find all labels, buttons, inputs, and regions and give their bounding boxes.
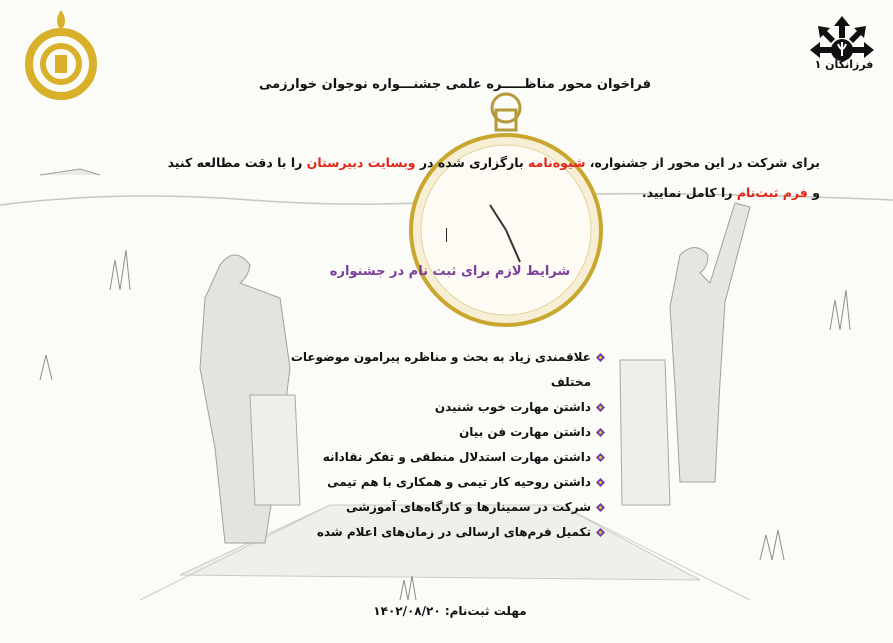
diamond-bullet-icon — [596, 478, 605, 487]
list-item — [280, 445, 605, 470]
registration-deadline: مهلت ثبت‌نام: ۱۴۰۲/۰۸/۲۰ — [373, 604, 527, 618]
brand-name: فرزانگان ۱ — [814, 58, 874, 71]
requirement-text: علاقمندی زیاد به بحث و مناظره پیرامون موضوعات مختلف — [290, 350, 591, 389]
list-item — [280, 345, 605, 395]
requirements-list — [280, 345, 605, 545]
intro-text: را با دقت مطالعه کنید — [167, 155, 307, 170]
diamond-bullet-icon — [596, 428, 605, 437]
text-cursor-icon — [446, 228, 449, 242]
intro-paragraph — [100, 148, 820, 208]
list-item — [280, 520, 605, 545]
list-item — [280, 495, 605, 520]
farzanegan-logo-icon — [806, 14, 878, 88]
list-item — [280, 420, 605, 445]
diamond-bullet-icon — [596, 403, 605, 412]
requirement-text: داشتن مهارت استدلال منطقی و تفکر نقادانه — [322, 450, 591, 464]
diamond-bullet-icon — [596, 503, 605, 512]
intro-text: و — [807, 185, 820, 200]
diamond-bullet-icon — [596, 453, 605, 462]
diamond-bullet-icon — [596, 528, 605, 537]
guideline-link[interactable]: شیوه‌نامه — [528, 155, 586, 170]
requirement-text: داشتن روحیه کار تیمی و همکاری با هم تیمی — [327, 475, 591, 489]
intro-text: برای شرکت در این محور از جشنواره، — [585, 155, 820, 170]
intro-line-1 — [100, 148, 820, 178]
school-logo-icon — [22, 8, 100, 104]
diamond-bullet-icon — [596, 353, 605, 362]
list-item — [280, 395, 605, 420]
registration-form-link[interactable]: فرم ثبت‌نام — [736, 185, 808, 200]
requirements-heading: شرایط لازم برای ثبت نام در جشنواره — [329, 264, 571, 279]
requirement-text: داشتن مهارت فن بیان — [459, 425, 591, 439]
school-website-link[interactable]: وبسایت دبیرستان — [306, 155, 416, 170]
intro-text: را کامل نمایید. — [641, 185, 737, 200]
list-item — [280, 470, 605, 495]
requirement-text: تکمیل فرم‌های ارسالی در زمان‌های اعلام شده — [316, 525, 591, 539]
page-title: فراخوان محور مناظـــــره علمی جشنـــواره نوجوان خوارزمی — [258, 77, 652, 92]
requirement-text: داشتن مهارت خوب شنیدن — [434, 400, 591, 414]
intro-line-2 — [100, 178, 820, 208]
intro-text: بارگزاری شده در — [415, 155, 529, 170]
requirement-text: شرکت در سمینارها و کارگاه‌های آموزشی — [346, 500, 591, 514]
